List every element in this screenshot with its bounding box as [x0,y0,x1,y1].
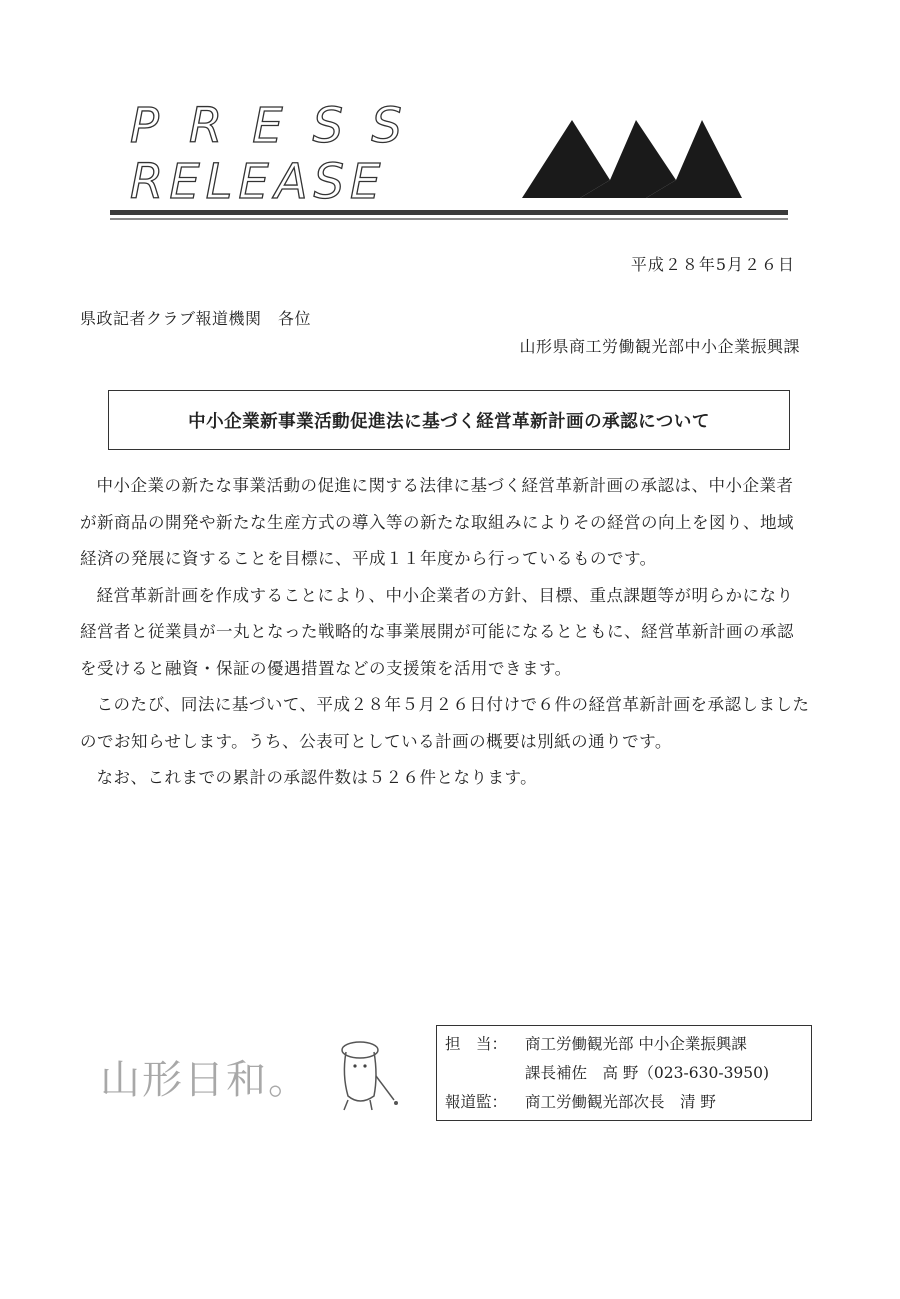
body-text [80,468,810,797]
press-release-logo [110,100,790,230]
contact-label-staff: 担 当： [445,1035,508,1053]
release-date: 平成２８年5月２６日 [630,255,795,274]
header-rule-thick [110,210,788,215]
contact-box [436,1025,812,1121]
recipient-line: 県政記者クラブ報道機関 各位 [80,309,312,328]
yamagata-biyori-logo [100,1030,410,1115]
header-rule-thin [110,218,788,220]
release-text: RELEASE [130,154,387,210]
mountains-icon [522,120,742,198]
body-paragraph: このたび、同法に基づいて、平成２８年５月２６日付けで６件の経営革新計画を承認しましたのでお知らせします。うち、公表可としている計画の概要は別紙の通りです。 [80,695,810,751]
contact-row-person [445,1059,803,1088]
contact-label-press-officer: 報道監： [445,1093,508,1111]
body-paragraph: 経営革新計画を作成することにより、中小企業者の方針、目標、重点課題等が明らかになり経営者と従業員が一丸となった戦略的な事業展開が可能になるとともに、経営革新計画の承認を受けると融資・保証の優遇措置などの支援策を活用できます。 [80,585,794,678]
yamagata-biyori-text: 山形日和。 [100,1057,310,1103]
title-box [108,390,790,450]
contact-value-press-officer: 商工労働観光部次長 清 野 [525,1093,716,1111]
press-text: PRESS [130,100,432,154]
document-title: 中小企業新事業活動促進法に基づく経営革新計画の承認について [188,411,710,432]
contact-value-staff: 商工労働観光部 中小企業振興課 [525,1035,747,1053]
contact-value-person: 課長補佐 高 野（023-630-3950) [525,1064,770,1082]
contact-row-press-officer [445,1088,803,1117]
sender-department: 山形県商工労働観光部中小企業振興課 [519,337,800,356]
body-paragraph: なお、これまでの累計の承認件数は５２６件となります。 [96,768,538,787]
body-paragraph: 中小企業の新たな事業活動の促進に関する法律に基づく経営革新計画の承認は、中小企業者が新商品の開発や新たな生産方式の導入等の新たな取組みによりその経営の向上を図り、地域経済の発展に資することを目標に、平成１１年度から行っているものです。 [80,476,794,568]
mascot-icon [332,1030,407,1115]
contact-row-staff [445,1030,803,1059]
